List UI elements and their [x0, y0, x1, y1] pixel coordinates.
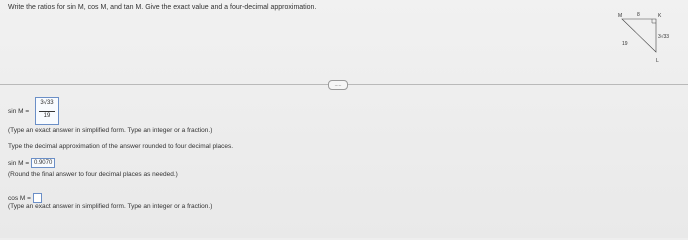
- sin-decimal-label: sin M =: [8, 159, 30, 167]
- cos-exact-label: cos M =: [8, 194, 31, 202]
- expand-more-button[interactable]: .....: [328, 80, 348, 90]
- sin-exact-hint: (Type an exact answer in simplified form. Type an integer or a fraction.): [8, 127, 213, 134]
- decimal-instruction: Type the decimal approximation of the answer rounded to four decimal places.: [8, 143, 234, 150]
- sin-numerator: 3√33: [40, 100, 54, 106]
- cos-exact-row: [8, 193, 42, 203]
- sin-decimal-row: [8, 158, 55, 168]
- vertex-l-label: L: [656, 58, 659, 64]
- vertex-m-label: M: [618, 13, 623, 19]
- right-angle-marker: [652, 19, 656, 23]
- side-top-label: 8: [637, 12, 640, 18]
- fraction-bar: [39, 111, 55, 112]
- question-prompt: Write the ratios for sin M, cos M, and tan M. Give the exact value and a four-decimal approximation.: [8, 4, 317, 11]
- sin-decimal-hint: (Round the final answer to four decimal places as needed.): [8, 171, 178, 178]
- cos-exact-answer-box[interactable]: [33, 193, 42, 203]
- sin-exact-answer-box[interactable]: [35, 97, 59, 125]
- triangle-figure: [600, 8, 684, 68]
- triangle-shape: [622, 19, 656, 52]
- side-hypotenuse-label: 19: [622, 41, 628, 47]
- sin-decimal-answer-box[interactable]: 0.9070: [31, 158, 55, 168]
- cos-exact-hint: (Type an exact answer in simplified form. Type an integer or a fraction.): [8, 203, 213, 210]
- vertex-k-label: K: [658, 13, 662, 19]
- sin-denominator: 19: [43, 113, 51, 119]
- side-right-label: 3√33: [658, 34, 670, 40]
- sin-exact-label: sin M =: [8, 108, 30, 115]
- sin-exact-row: [8, 108, 29, 115]
